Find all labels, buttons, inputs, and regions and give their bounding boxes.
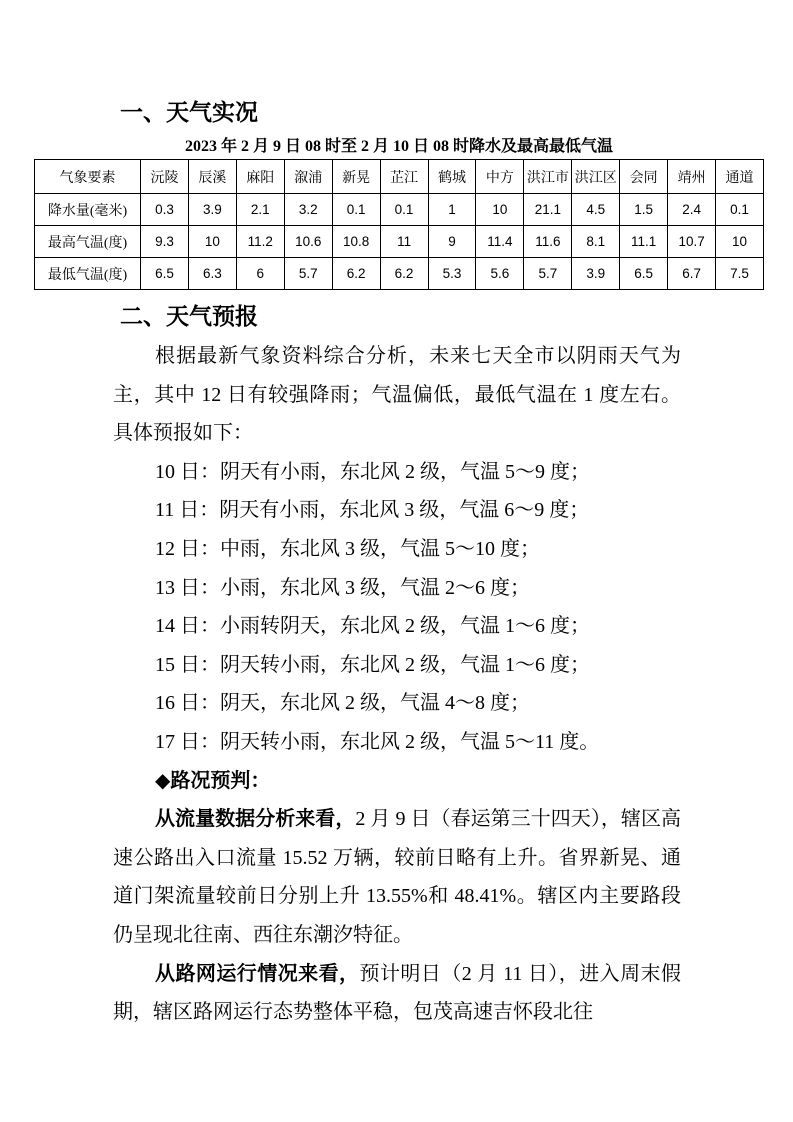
header-cell-city: 洪江市 — [524, 160, 572, 194]
row-label: 降水量(毫米) — [35, 194, 141, 226]
value-cell: 10 — [716, 226, 764, 258]
road-paragraph-traffic — [113, 800, 681, 954]
forecast-body — [113, 337, 681, 1032]
weather-table — [34, 159, 764, 290]
section1-heading: 一、天气实况 — [120, 100, 258, 125]
value-cell: 6.3 — [188, 258, 236, 290]
header-cell-element: 气象要素 — [35, 160, 141, 194]
value-cell: 6 — [236, 258, 284, 290]
forecast-day-10: 10 日：阴天有小雨，东北风 2 级，气温 5～9 度； — [155, 460, 590, 483]
header-cell-city: 新晃 — [332, 160, 380, 194]
road-condition-heading: ◆路况预判： — [155, 769, 271, 792]
forecast-day-14: 14 日：小雨转阴天，东北风 2 级，气温 1～6 度； — [155, 615, 590, 638]
header-cell-city: 溆浦 — [284, 160, 332, 194]
value-cell: 11.4 — [476, 226, 524, 258]
value-cell: 6.7 — [668, 258, 716, 290]
value-cell: 10.6 — [284, 226, 332, 258]
header-cell-city: 靖州 — [668, 160, 716, 194]
value-cell: 0.1 — [332, 194, 380, 226]
value-cell: 21.1 — [524, 194, 572, 226]
value-cell: 6.5 — [141, 258, 189, 290]
table-row-min-temp — [35, 258, 764, 290]
value-cell: 5.7 — [524, 258, 572, 290]
value-cell: 0.1 — [716, 194, 764, 226]
row-label: 最高气温(度) — [35, 226, 141, 258]
header-cell-city: 芷江 — [380, 160, 428, 194]
value-cell: 2.4 — [668, 194, 716, 226]
road-p2-text: 预计明日（2 月 11 日），进入周末假期，辖区路网运行态势整体平稳，包茂高速吉怀段北往 — [113, 962, 681, 1024]
value-cell: 11.2 — [236, 226, 284, 258]
value-cell: 1.5 — [620, 194, 668, 226]
road-p2-lead: 从路网运行情况来看， — [155, 962, 360, 985]
forecast-day-13: 13 日：小雨，东北风 3 级，气温 2～6 度； — [155, 576, 530, 599]
header-cell-city: 会同 — [620, 160, 668, 194]
header-cell-city: 通道 — [716, 160, 764, 194]
forecast-day-16: 16 日：阴天，东北风 2 级，气温 4～8 度； — [155, 692, 530, 715]
road-paragraph-network — [113, 955, 681, 1032]
forecast-intro: 根据最新气象资料综合分析，未来七天全市以阴雨天气为主，其中 12 日有较强降雨；气温偏低，最低气温在 1 度左右。具体预报如下： — [113, 345, 681, 445]
row-label: 最低气温(度) — [35, 258, 141, 290]
header-cell-city: 沅陵 — [141, 160, 189, 194]
forecast-day-17: 17 日：阴天转小雨，东北风 2 级，气温 5～11 度。 — [155, 730, 600, 753]
section2-heading: 二、天气预报 — [120, 304, 258, 329]
value-cell: 11 — [380, 226, 428, 258]
value-cell: 7.5 — [716, 258, 764, 290]
value-cell: 3.9 — [572, 258, 620, 290]
header-cell-city: 麻阳 — [236, 160, 284, 194]
value-cell: 9.3 — [141, 226, 189, 258]
road-p1-lead: 从流量数据分析来看， — [155, 808, 356, 831]
value-cell: 11.1 — [620, 226, 668, 258]
value-cell: 8.1 — [572, 226, 620, 258]
value-cell: 5.7 — [284, 258, 332, 290]
value-cell: 2.1 — [236, 194, 284, 226]
value-cell: 5.6 — [476, 258, 524, 290]
value-cell: 6.2 — [332, 258, 380, 290]
road-p1-text: 2 月 9 日（春运第三十四天），辖区高速公路出入口流量 15.52 万辆，较前日略有上升。省界新晃、通道门架流量较前日分别上升 13.55%和 48.41%。辖区内主要路段仍呈现北往南、西往东潮汐特征。 — [113, 808, 682, 946]
forecast-day-11: 11 日：阴天有小雨，东北风 3 级，气温 6～9 度； — [155, 499, 590, 522]
value-cell: 3.2 — [284, 194, 332, 226]
value-cell: 10 — [188, 226, 236, 258]
value-cell: 10.8 — [332, 226, 380, 258]
value-cell: 6.2 — [380, 258, 428, 290]
header-cell-city: 鹤城 — [428, 160, 476, 194]
table-header-row — [35, 160, 764, 194]
table-row-precipitation — [35, 194, 764, 226]
value-cell: 0.3 — [141, 194, 189, 226]
value-cell: 0.1 — [380, 194, 428, 226]
forecast-day-15: 15 日：阴天转小雨，东北风 2 级，气温 1～6 度； — [155, 653, 590, 676]
value-cell: 5.3 — [428, 258, 476, 290]
value-cell: 10.7 — [668, 226, 716, 258]
forecast-day-12: 12 日：中雨，东北风 3 级，气温 5～10 度； — [155, 537, 540, 560]
value-cell: 6.5 — [620, 258, 668, 290]
value-cell: 10 — [476, 194, 524, 226]
value-cell: 4.5 — [572, 194, 620, 226]
weather-table-block — [34, 136, 764, 290]
table-row-max-temp — [35, 226, 764, 258]
value-cell: 11.6 — [524, 226, 572, 258]
header-cell-city: 中方 — [476, 160, 524, 194]
value-cell: 1 — [428, 194, 476, 226]
header-cell-city: 洪江区 — [572, 160, 620, 194]
header-cell-city: 辰溪 — [188, 160, 236, 194]
weather-table-title: 2023 年 2 月 9 日 08 时至 2 月 10 日 08 时降水及最高最低气温 — [184, 138, 613, 155]
value-cell: 3.9 — [188, 194, 236, 226]
value-cell: 9 — [428, 226, 476, 258]
